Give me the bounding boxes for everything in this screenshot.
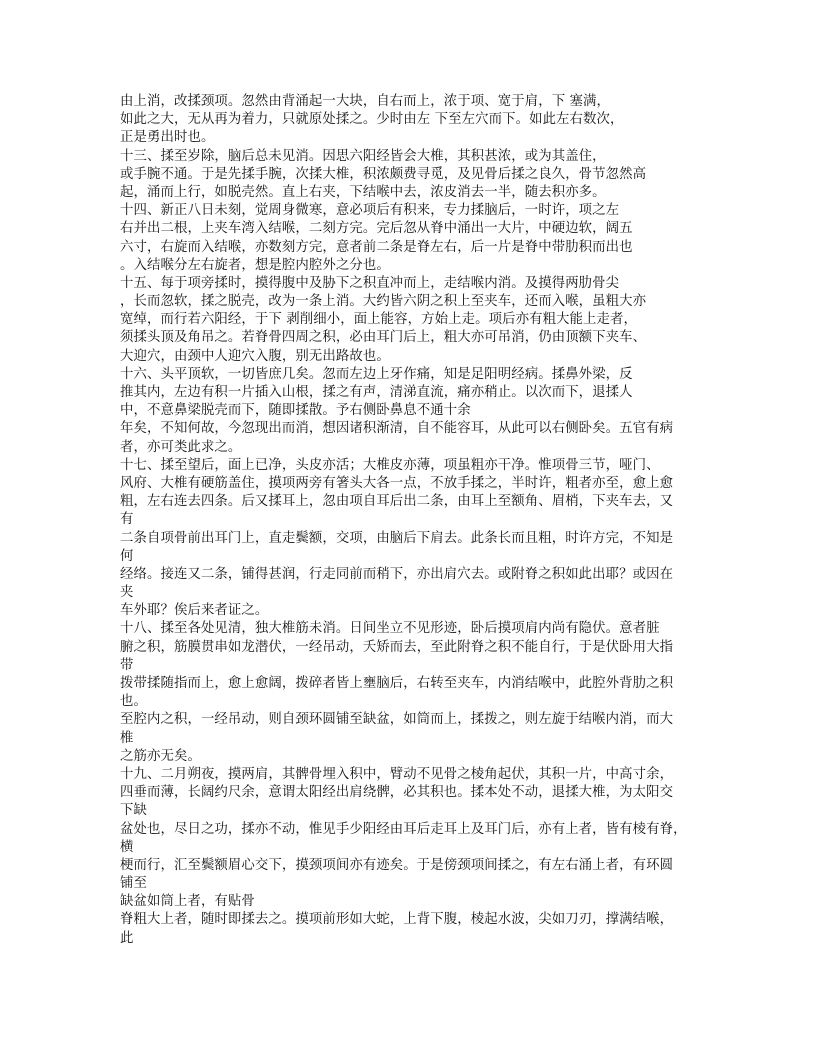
text-line: 须揉头顶及角吊之。若脊骨四周之积，必由耳门后上，粗大亦可吊消，仍由顶额下夹车、 [120, 330, 647, 346]
text-line: 。入结喉分左右旋者，想是腔内腔外之分也。 [120, 257, 390, 273]
text-line: 十七、揉至望后，面上已净，头皮亦活；大椎皮亦薄，项虽粗亦干净。惟项骨三节，哑门、 [120, 457, 660, 473]
text-line: 推其内，左边有积一片插入山根，揉之有声，清涕直流，痛亦稍止。以次而下，退揉人 [120, 385, 633, 400]
text-line: 有 [120, 512, 134, 528]
text-line: 缺盆如筒上者，有贴骨 [120, 894, 255, 910]
text-line: 起，涌而上行，如脱壳然。直上右夹，下结喉中去，浓皮消去一半，随去积亦多。 [120, 184, 606, 200]
document-page [120, 93, 720, 948]
text-line: 十九、二月朔夜，摸两肩，其髀骨埋入积中，臂动不见骨之棱角起伏，其积一片，中高寸余， [120, 766, 674, 782]
text-line: 腑之积，筋膜贯串如龙潜伏，一经吊动，夭矫而去，至此附脊之积不能自行，于是伏卧用大指 [120, 639, 674, 655]
text-line: ，长而忽软，揉之脱壳，改为一条上消。大约皆六阴之积上至夹车，还而入喉，虽粗大亦 [120, 294, 647, 310]
text-line: 如此之大，无从再为着力，只就原处揉之。少时由左 下至左穴而下。如此左右数次， [120, 112, 624, 128]
text-line: 盆处也，尽日之功，揉亦不动，惟见手少阳经由耳后走耳上及耳门后，亦有上者，皆有棱有脊， [120, 821, 687, 837]
text-line: 至腔内之积，一经吊动，则自颈环圆铺至缺盆，如筒而上，揉拨之，则左旋于结喉内消，而大 [120, 712, 674, 728]
text-line: 十六、头平顶软，一切皆庶几矣。忽而左边上牙作痛，知是足阳明经病。揉鼻外梁，反 [120, 366, 633, 382]
text-line: 四垂而薄，长阔约尺余，意谓太阳经出肩绕髀，必其积也。揉本处不动，退揉大椎，为太阳交 [120, 785, 674, 801]
text-line: 风府、大椎有硬筋盖住，摸项两旁有箸头大各一点，不放手揉之，半时许，粗者亦至，愈上愈 [120, 475, 674, 491]
text-line: 六寸，右旋而入结喉，亦数刻方完，意者前二条是脊左右，后一片是脊中带肋积而出也 [120, 239, 633, 255]
text-line: 下缺 [120, 803, 147, 819]
text-line: 十八、揉至各处见清，独大椎筋未消。日间坐立不见形迹，卧后摸项肩内尚有隐伏。意者脏 [120, 621, 660, 637]
text-line: 脊粗大上者，随时即揉去之。摸项前形如大蛇，上背下腹，棱起水波，尖如刀刃，撑满结喉， [120, 912, 674, 928]
text-line: 粗，左右连去四条。后又揉耳上，忽由项自耳后出二条，由耳上至额角、眉梢，下夹车去，又 [120, 494, 674, 510]
text-line: 椎 [120, 730, 134, 746]
text-line: 带 [120, 657, 134, 673]
text-line: 中，不意鼻梁脱壳而下，随即揉散。予右侧卧鼻息不通十余 [120, 403, 471, 419]
text-line: 何 [120, 548, 134, 564]
text-line: 十三、揉至岁除，脑后总未见消。因思六阳经皆会大椎，其积甚浓，或为其盖住， [120, 148, 606, 164]
text-line: 十五、每于项旁揉时，摸得腹中及胁下之积直冲而上，走结喉内消。及摸得两肋骨尖 [120, 275, 620, 291]
text-line: 夹 [120, 585, 134, 601]
text-line: 右并出二根，上夹车湾入结喉，二刻方完。完后忽从脊中涌出一大片，中硬边软，阔五 [120, 221, 633, 237]
text-line: 或手腕不通。于是先揉手腕，次揉大椎，积浓颇费寻觅，及见骨后揉之良久，骨节忽然高 [120, 166, 647, 182]
text-line: 之筋亦无矣。 [120, 748, 201, 764]
text-line: 车外耶？俟后来者证之。 [120, 603, 269, 619]
text-line: 也。 [120, 694, 147, 710]
text-line: 大迎穴，由颈中人迎穴入腹，别无出路故也。 [120, 348, 390, 364]
text-line: 拨带揉随指而上，愈上愈阔，拨碎者皆上壅脑后，右转至夹车，内消结喉中，此腔外背肋之积 [120, 676, 674, 691]
text-line: 年矣，不知何故，今忽现出而消，想因诸积渐清，自不能容耳，从此可以右侧卧矣。五官有病 [120, 421, 674, 437]
text-line: 正是勇出时也。 [120, 130, 215, 146]
text-line: 梗而行，汇至鬓额眉心交下，摸颈项间亦有迹矣。于是傍颈项间揉之，有左右涌上者，有环圆 [120, 857, 674, 873]
text-line: 宽绰，而行若六阳经，于下 剥削细小，面上能容，方始上走。项后亦有粗大能上走者， [120, 312, 637, 328]
text-line: 二条自项骨前出耳门上，直走鬓额，交项，由脑后下肩去。此条长而且粗，时许方完，不知是 [120, 530, 674, 546]
text-line: 铺至 [120, 876, 147, 892]
text-line: 此 [120, 930, 134, 946]
text-line: 十四、新正八日未刻，觉周身微寒，意必项后有积来，专力揉脑后，一时许，项之左 [120, 203, 620, 219]
text-line: 横 [120, 839, 134, 855]
text-line: 经络。接连又二条，铺得甚润，行走同前而稍下，亦出肩穴去。或附脊之积如此出耶？或因在 [120, 566, 674, 582]
text-line: 由上消，改揉颈项。忽然由背涌起一大块，自右而上，浓于项、宽于肩，下 塞满， [120, 94, 611, 109]
text-line: 者，亦可类此求之。 [120, 439, 242, 455]
